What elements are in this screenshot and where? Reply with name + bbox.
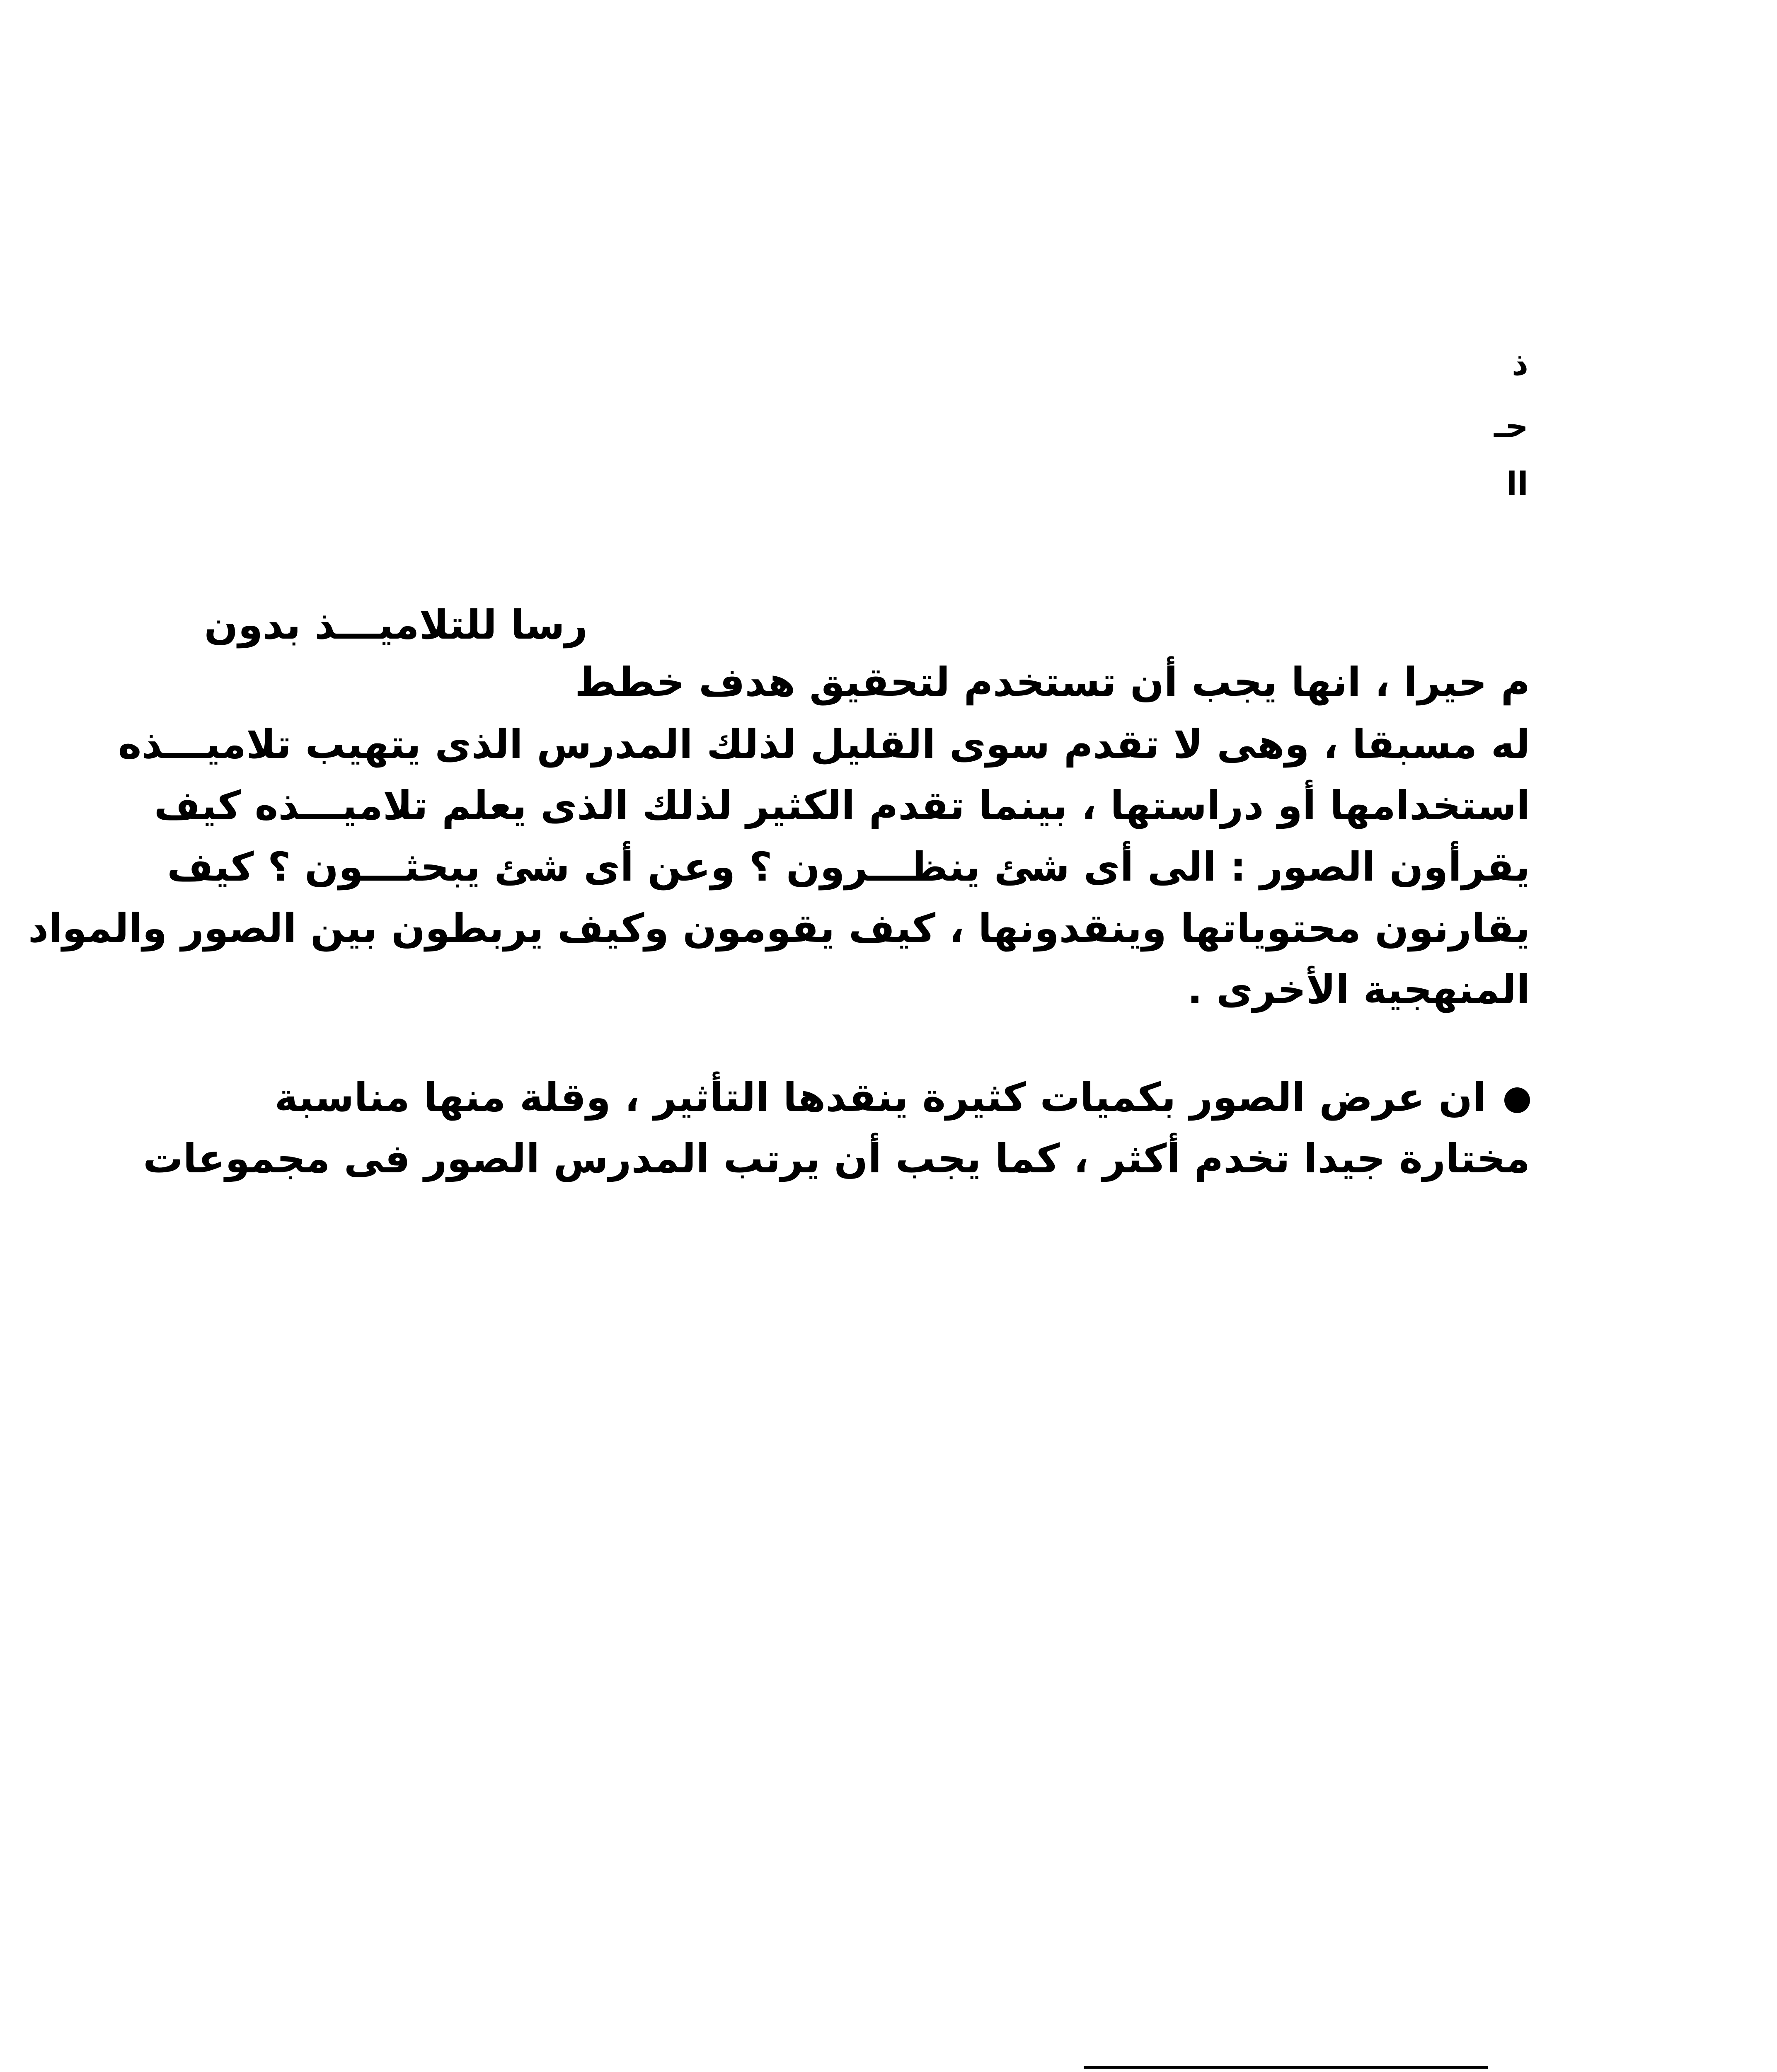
paragraph-line: يقرأون الصور : الى أى شئ ينظـــرون ؟ وعن أى شئ يبحثـــون ؟ كيف	[167, 844, 1530, 890]
margin-fragment: اا	[1506, 466, 1528, 503]
paragraph-line: استخدامها أو دراستها ، بينما تقدم الكثير لذلك الذى يعلم تلاميـــذه كيف	[154, 782, 1530, 829]
paragraph-line-text: ان عرض الصور بكميات كثيرة ينقدها التأثير ، وقلة منها مناسبة	[274, 1074, 1486, 1121]
paragraph-line: رسا للتلاميـــذ بدون	[204, 602, 588, 648]
bullet-icon	[1504, 1087, 1530, 1113]
paragraph-line: يقارنون محتوياتها وينقدونها ، كيف يقومون وكيف يربطون بين الصور والمواد	[28, 905, 1530, 951]
paragraph-line: المنهجية الأخرى .	[1187, 966, 1530, 1013]
footnote-separator	[1084, 2066, 1488, 2069]
paragraph-line: له مسبقا ، وهى لا تقدم سوى القليل لذلك المدرس الذى يتهيب تلاميـــذه	[118, 721, 1530, 767]
margin-fragment: حـ	[1494, 408, 1528, 445]
bullet-paragraph-line	[250, 1074, 1530, 1121]
margin-fragment: ذ	[1511, 346, 1528, 383]
paragraph-line: مختارة جيدا تخدم أكثر ، كما يجب أن يرتب المدرس الصور فى مجموعات	[143, 1135, 1530, 1182]
paragraph-line: م حيرا ، انها يجب أن تستخدم لتحقيق هدف خطط	[575, 659, 1530, 705]
